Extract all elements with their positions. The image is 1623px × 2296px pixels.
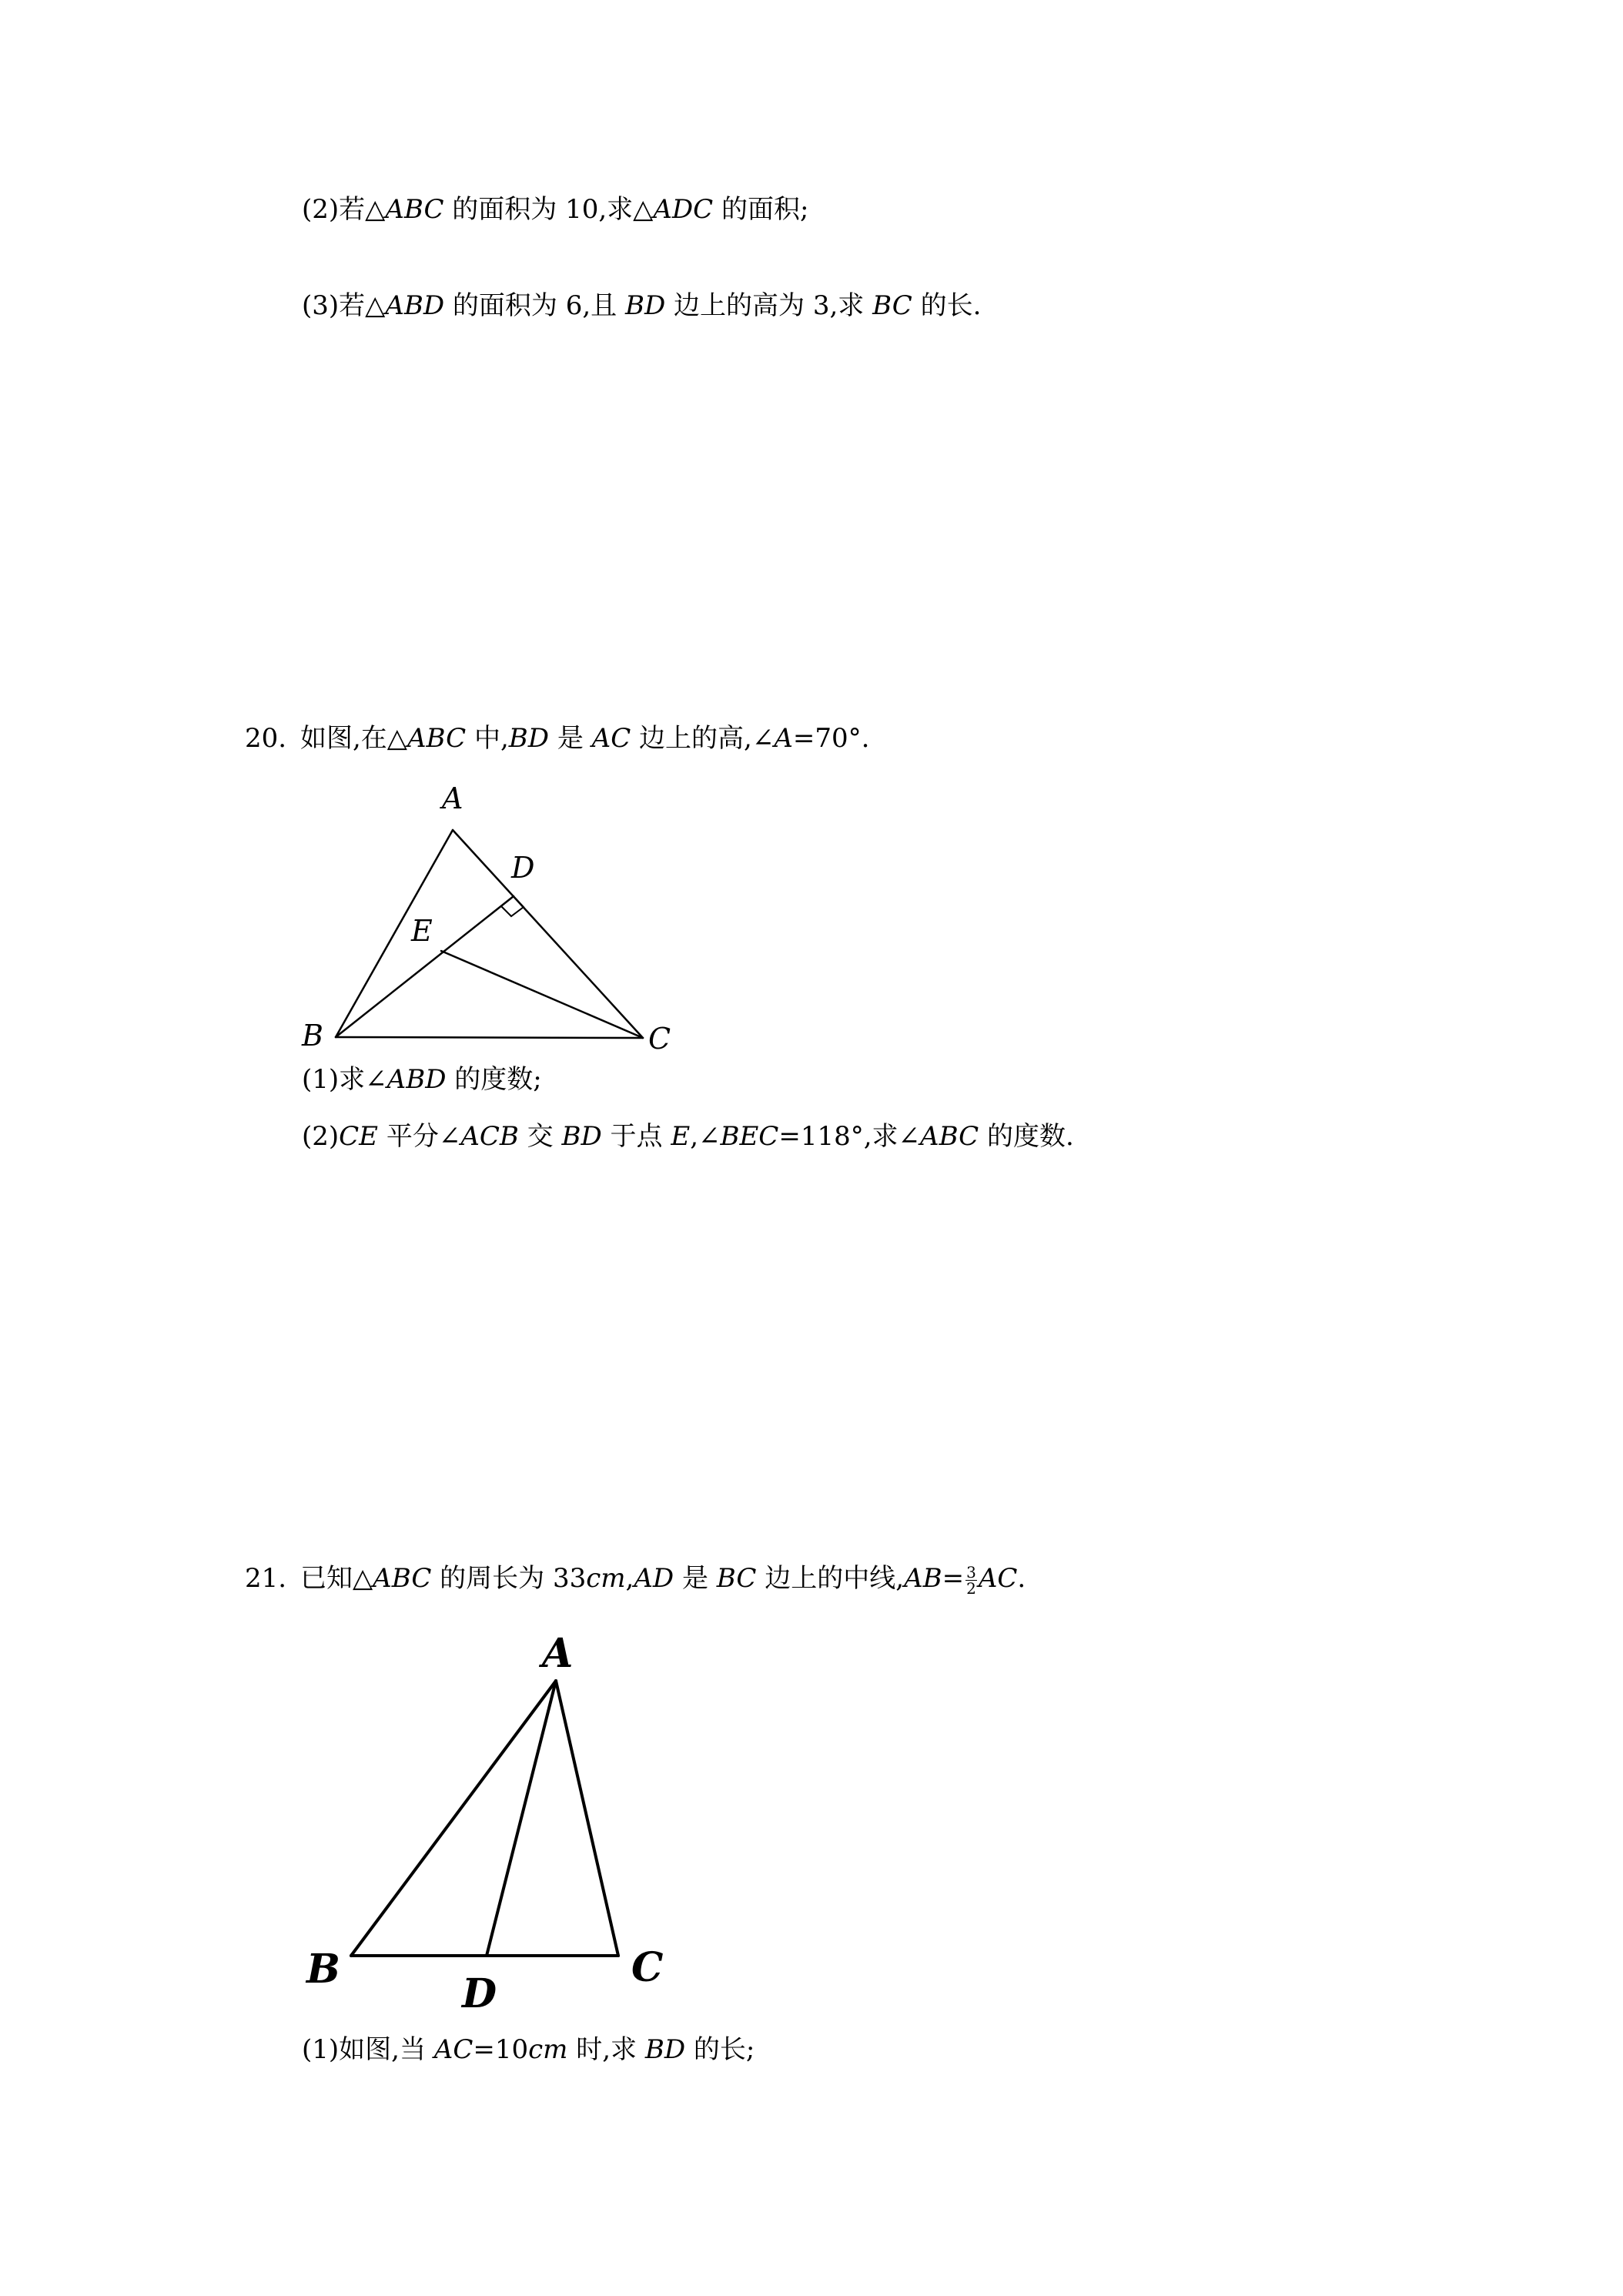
text: (2): [302, 1121, 340, 1152]
text: 于点: [601, 1121, 671, 1152]
label-c: C: [631, 1944, 664, 1991]
label-b: B: [302, 1019, 323, 1053]
text: ,: [625, 1563, 634, 1594]
segment-ac: [556, 1681, 618, 1956]
var: CE: [339, 1121, 379, 1152]
text: =118°,求∠: [778, 1121, 921, 1152]
text: 边上的高,∠: [631, 723, 775, 754]
text: =: [942, 1563, 965, 1594]
text: .: [1017, 1563, 1026, 1594]
text: 如图,在△: [300, 723, 407, 754]
var: cm: [528, 2034, 568, 2065]
var: ABC: [373, 1563, 432, 1594]
var: BD: [644, 2034, 686, 2065]
var: BD: [508, 723, 550, 754]
var: AB: [904, 1563, 942, 1594]
text: (1)如图,当: [302, 2034, 434, 2065]
var: cm: [586, 1563, 626, 1594]
var: ACB: [460, 1121, 519, 1152]
text: 交: [518, 1121, 562, 1152]
label-a: A: [442, 782, 463, 815]
text: 的面积为 10,求△: [443, 194, 654, 225]
question-number: 20.: [245, 723, 287, 754]
text: 的度数.: [979, 1121, 1074, 1152]
var: AD: [634, 1563, 674, 1594]
text: 的长.: [912, 290, 982, 321]
text: 的面积为 6,且: [444, 290, 625, 321]
label-c: C: [648, 1022, 671, 1056]
label-d: D: [511, 851, 535, 885]
var: BD: [561, 1121, 602, 1152]
text: 的面积;: [713, 194, 809, 225]
var: ADC: [653, 194, 714, 225]
var: ABC: [407, 723, 467, 754]
var: A: [774, 723, 793, 754]
var: AC: [591, 723, 631, 754]
var: AC: [978, 1563, 1018, 1594]
var: ABC: [920, 1121, 979, 1152]
text: 时,求: [567, 2034, 645, 2065]
text: ,∠: [690, 1121, 721, 1152]
var: BC: [872, 290, 912, 321]
text: 的长;: [685, 2034, 755, 2065]
label-e: E: [411, 914, 433, 948]
text: 中,: [466, 723, 509, 754]
var: BC: [716, 1563, 757, 1594]
var: ABC: [385, 194, 444, 225]
text: (2)若△: [302, 194, 386, 225]
question-21-part-1: [302, 2033, 755, 2067]
var: AC: [433, 2034, 474, 2065]
var: BEC: [720, 1121, 779, 1152]
fraction-numerator: 3: [966, 1562, 976, 1581]
text: 边上的中线,: [756, 1563, 905, 1594]
var: E: [671, 1121, 691, 1152]
segment-ab: [351, 1681, 556, 1956]
var: ABD: [387, 1064, 447, 1095]
var: ABD: [385, 290, 445, 321]
text: 边上的高为 3,求: [665, 290, 873, 321]
text: =70°.: [792, 723, 870, 754]
text: (3)若△: [302, 290, 386, 321]
text: (1)求∠: [302, 1064, 387, 1095]
text: 是: [674, 1563, 717, 1594]
var: BD: [625, 290, 666, 321]
text: 平分∠: [378, 1121, 461, 1152]
text: =10: [473, 2034, 529, 2065]
text: 的周长为 33: [431, 1563, 587, 1594]
label-d: D: [462, 1970, 497, 2017]
label-b: B: [306, 1946, 340, 1993]
segment-ad: [487, 1681, 556, 1956]
label-a: A: [542, 1630, 574, 1677]
fraction-denominator: 2: [966, 1578, 976, 1598]
question-number: 21.: [245, 1563, 287, 1594]
text: 是: [549, 723, 592, 754]
text: 的度数;: [446, 1064, 542, 1095]
text: 已知△: [300, 1563, 373, 1594]
